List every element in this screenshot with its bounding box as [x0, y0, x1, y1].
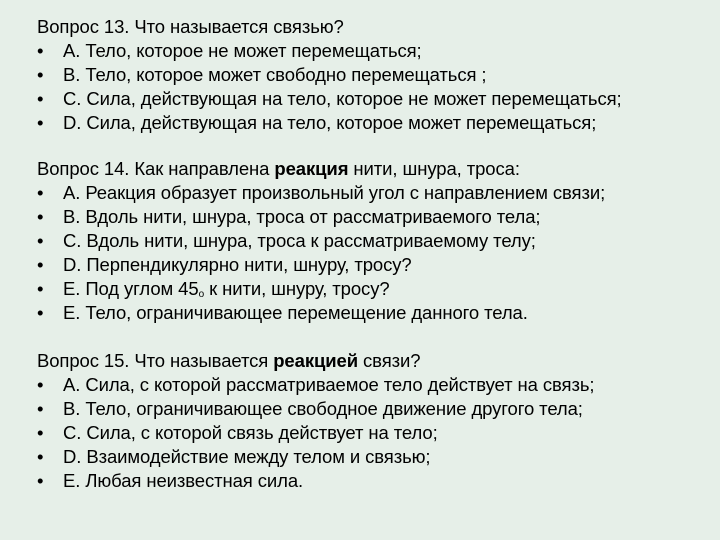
- option-text: C. Сила, действующая на тело, которое не может перемещаться;: [63, 88, 622, 109]
- option-text: C. Сила, с которой связь действует на тело;: [63, 422, 438, 443]
- option-text: B. Тело, ограничивающее свободное движение другого тела;: [63, 398, 583, 419]
- question-14-option-d: [37, 253, 605, 277]
- option-text: D. Взаимодействие между телом и связью;: [63, 446, 431, 467]
- heading-prefix: Вопрос 15. Что называется: [37, 350, 274, 371]
- bullet: •: [37, 40, 44, 61]
- option-text: A. Реакция образует произвольный угол с направлением связи;: [63, 182, 606, 203]
- bullet: •: [37, 470, 44, 491]
- question-15-option-d: [37, 445, 594, 469]
- bullet: •: [37, 206, 44, 227]
- question-15-heading: [37, 349, 594, 373]
- option-text: E. Под углом 45: [63, 278, 199, 299]
- option-text: A. Сила, с которой рассматриваемое тело действует на связь;: [63, 374, 595, 395]
- option-text: D. Перпендикулярно нити, шнуру, тросу?: [63, 254, 412, 275]
- heading-suffix: связи?: [357, 350, 421, 371]
- heading-prefix: Вопрос 14. Как направлена: [37, 158, 275, 179]
- option-text: E. Любая неизвестная сила.: [63, 470, 304, 491]
- bullet: •: [37, 230, 44, 251]
- bullet: •: [37, 112, 44, 133]
- option-text: E. Тело, ограничивающее перемещение данного тела.: [63, 302, 528, 323]
- question-14-option-e2: [37, 301, 605, 325]
- option-text: C. Вдоль нити, шнура, троса к рассматриваемому телу;: [63, 230, 536, 251]
- bullet: •: [37, 182, 44, 203]
- heading-bold-term: реакция: [274, 158, 349, 179]
- option-text-suffix: к нити, шнуру, тросу?: [204, 278, 390, 299]
- degree-subscript: о: [198, 289, 205, 300]
- question-15-option-a: [37, 373, 594, 397]
- bullet: •: [37, 446, 44, 467]
- heading-bold-term: реакцией: [273, 350, 358, 371]
- bullet: •: [37, 422, 44, 443]
- question-15-option-e: [37, 469, 594, 493]
- question-15-option-b: [37, 397, 594, 421]
- bullet: •: [37, 398, 44, 419]
- option-text: A. Тело, которое не может перемещаться;: [63, 40, 422, 61]
- option-text: B. Вдоль нити, шнура, троса от рассматриваемого тела;: [63, 206, 541, 227]
- question-13-option-b: [37, 63, 622, 87]
- question-14-option-a: [37, 181, 605, 205]
- question-14-heading: [37, 157, 605, 181]
- bullet: •: [37, 64, 44, 85]
- question-14-option-b: [37, 205, 605, 229]
- question-14-option-e1: [37, 277, 605, 301]
- question-15-option-c: [37, 421, 594, 445]
- heading-suffix: нити, шнура, троса:: [348, 158, 520, 179]
- bullet: •: [37, 278, 44, 299]
- question-13-option-c: [37, 87, 622, 111]
- question-13: [37, 15, 622, 135]
- question-15: [37, 349, 594, 493]
- option-text: B. Тело, которое может свободно перемещаться ;: [63, 64, 487, 85]
- bullet: •: [37, 254, 44, 275]
- question-14-option-c: [37, 229, 605, 253]
- question-13-heading: Вопрос 13. Что называется связью?: [37, 16, 344, 37]
- bullet: •: [37, 374, 44, 395]
- question-13-option-d: [37, 111, 622, 135]
- bullet: •: [37, 88, 44, 109]
- question-13-option-a: [37, 39, 622, 63]
- option-text: D. Сила, действующая на тело, которое может перемещаться;: [63, 112, 597, 133]
- bullet: •: [37, 302, 44, 323]
- question-14: [37, 157, 605, 325]
